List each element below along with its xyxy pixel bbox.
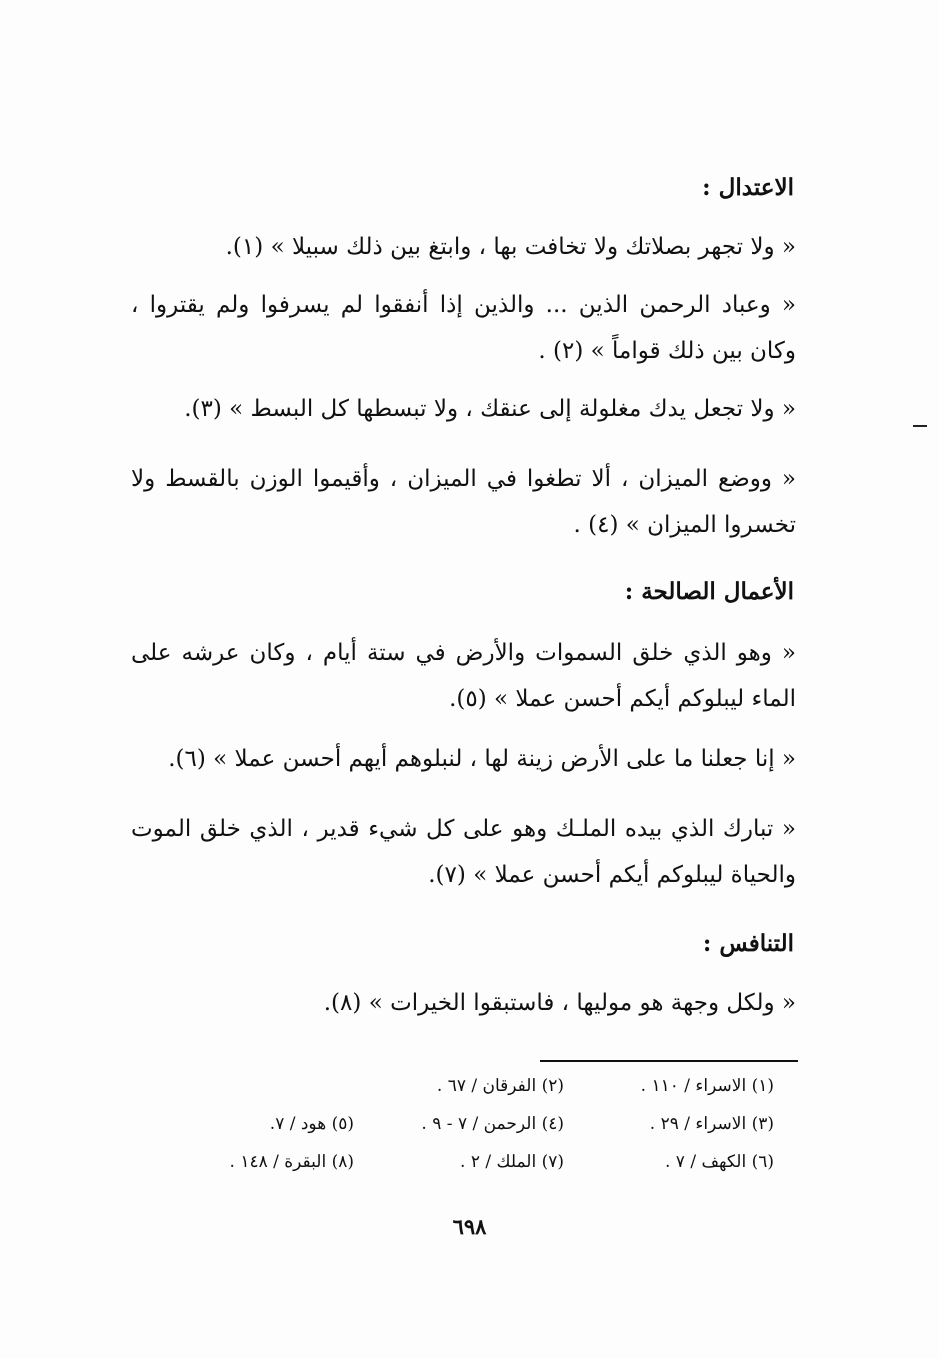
verse-paragraph: « ولكل وجهة هو موليها ، فاستبقوا الخيرات » (٨).	[323, 990, 796, 1016]
verse-paragraph: « إنا جعلنا ما على الأرض زينة لها ، لنبلوهم أيهم أحسن عملا » (٦).	[168, 746, 796, 772]
verse-paragraph: « ولا تجهر بصلاتك ولا تخافت بها ، وابتغ بين ذلك سبيلا » (١).	[225, 234, 796, 260]
verse-paragraph: « تبارك الذي بيده الملـك وهو على كل شيء قدير ، الذي خلق الموت والحياة ليبلوكم أيكم أحسن عملا » (٧).	[131, 816, 796, 888]
footnote: (١) الاسراء / ١١٠ .	[640, 1076, 774, 1096]
footnote-row	[174, 1152, 774, 1178]
footnote-separator	[540, 1060, 798, 1062]
margin-mark	[913, 425, 927, 427]
verse-paragraph: « وهو الذي خلق السموات والأرض في ستة أيام ، وكان عرشه على الماء ليبلوكم أيكم أحسن عملا » (٥).	[131, 640, 796, 712]
footnote-row	[174, 1076, 774, 1102]
verse-paragraph: « وعباد الرحمن الذين ... والذين إذا أنفقوا لم يسرفوا ولم يقتروا ، وكان بين ذلك قواماً » (٢) .	[131, 292, 796, 364]
page-number: ٦٩٨	[452, 1214, 487, 1239]
footnote: (٤) الرحمن / ٧ - ٩ .	[421, 1114, 564, 1134]
verse-paragraph: « ولا تجعل يدك مغلولة إلى عنقك ، ولا تبسطها كل البسط » (٣).	[184, 396, 796, 422]
section-heading-competition: التنافس :	[702, 930, 794, 957]
section-heading-good-deeds: الأعمال الصالحة :	[624, 578, 794, 605]
footnote: (٧) الملك / ٢ .	[460, 1152, 564, 1172]
footnote: (٨) البقرة / ١٤٨ .	[229, 1152, 354, 1172]
footnote: (٦) الكهف / ٧ .	[664, 1152, 774, 1172]
footnote: (٣) الاسراء / ٢٩ .	[649, 1114, 774, 1134]
footnote: (٢) الفرقان / ٦٧ .	[436, 1076, 564, 1096]
verse-paragraph: « ووضع الميزان ، ألا تطغوا في الميزان ، وأقيموا الوزن بالقسط ولا تخسروا الميزان » (٤) .	[131, 466, 796, 538]
footnote-row	[174, 1114, 774, 1140]
footnote: (٥) هود / ٧.	[269, 1114, 354, 1134]
section-heading-moderation: الاعتدال :	[702, 174, 794, 201]
